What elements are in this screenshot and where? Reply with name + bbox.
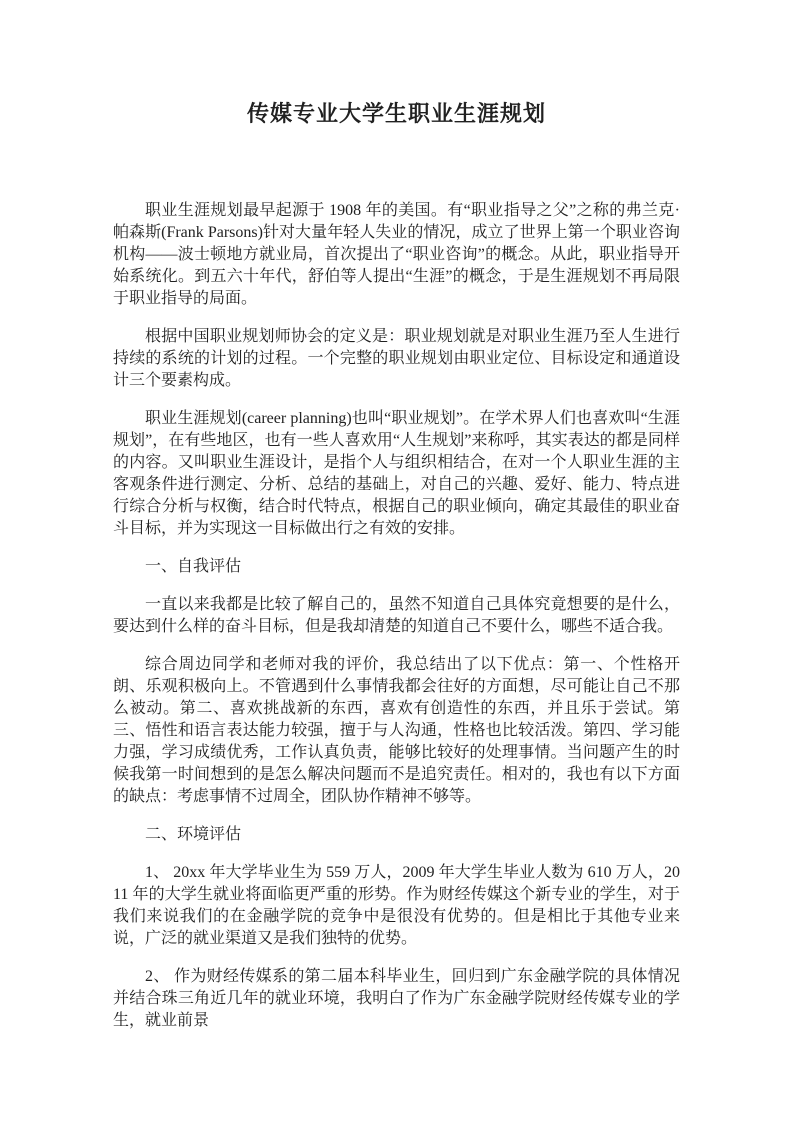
paragraph-school-specific-situation: 2、 作为财经传媒系的第二届本科毕业生，回归到广东金融学院的具体情况并结合珠三角近几年的就业环境，我明白了作为广东金融学院财经传媒专业的学生，就业前景 xyxy=(113,968,680,1029)
paragraph-strengths-weaknesses: 综合周边同学和老师对我的评价，我总结出了以下优点：第一、个性格开朗、乐观积极向上。不管遇到什么事情我都会往好的方面想，尽可能让自己不那么被动。第二、喜欢挑战新的东西，喜欢有创造性的东西，并且乐于尝试。第三、悟性和语言表达能力较强，擅于与人沟通，性格也比较活泼。第四、学习能力强，学习成绩优秀，工作认真负责，能够比较好的处理事情。当问题产生的时候我第一时间想到的是怎么解决问题而不是追究责任。相对的，我也有以下方面的缺点：考虑事情不过周全，团队协作精神不够等。 xyxy=(113,656,680,805)
paragraph-career-planning-explanation: 职业生涯规划(career planning)也叫“职业规划”。在学术界人们也喜欢叫“生涯规划”，在有些地区，也有一些人喜欢用“人生规划”来称呼，其实表达的都是同样的内容。又叫职业生涯设计，是指个人与组织相结合，在对一个人职业生涯的主客观条件进行测定、分析、总结的基础上，对自己的兴趣、爱好、能力、特点进行综合分析与权衡，结合时代特点，根据自己的职业倾向，确定其最佳的职业奋斗目标，并为实现这一目标做出行之有效的安排。 xyxy=(113,410,680,537)
document-title: 传媒专业大学生职业生涯规划 xyxy=(246,101,546,126)
paragraph-graduate-employment-situation: 1、 20xx 年大学毕业生为 559 万人，2009 年大学生毕业人数为 610 万人，2011 年的大学生就业将面临更严重的形势。作为财经传媒这个新专业的学生，对于我们来说我们的在金融学院的竞争中是很没有优势的。但是相比于其他专业来说，广泛的就业渠道又是我们独特的优势。 xyxy=(113,864,680,947)
section-heading-environment-assessment: 二、环境评估 xyxy=(145,826,242,843)
paragraph-self-knowledge: 一直以来我都是比较了解自己的，虽然不知道自己具体究竟想要的是什么，要达到什么样的奋斗目标，但是我却清楚的知道自己不要什么，哪些不适合我。 xyxy=(113,596,680,635)
paragraph-career-planning-origin: 职业生涯规划最早起源于 1908 年的美国。有“职业指导之父”之称的弗兰克·帕森斯(Frank Parsons)针对大量年轻人失业的情况，成立了世界上第一个职业咨询机构——波士顿地方就业局，首次提出了“职业咨询”的概念。从此，职业指导开始系统化。到五六十年代，舒伯等人提出“生涯”的概念，于是生涯规划不再局限于职业指导的局面。 xyxy=(113,202,680,307)
paragraph-career-planning-definition: 根据中国职业规划师协会的定义是：职业规划就是对职业生涯乃至人生进行持续的系统的计划的过程。一个完整的职业规划由职业定位、目标设定和通道设计三个要素构成。 xyxy=(113,328,680,389)
section-heading-self-assessment: 一、自我评估 xyxy=(145,558,242,575)
